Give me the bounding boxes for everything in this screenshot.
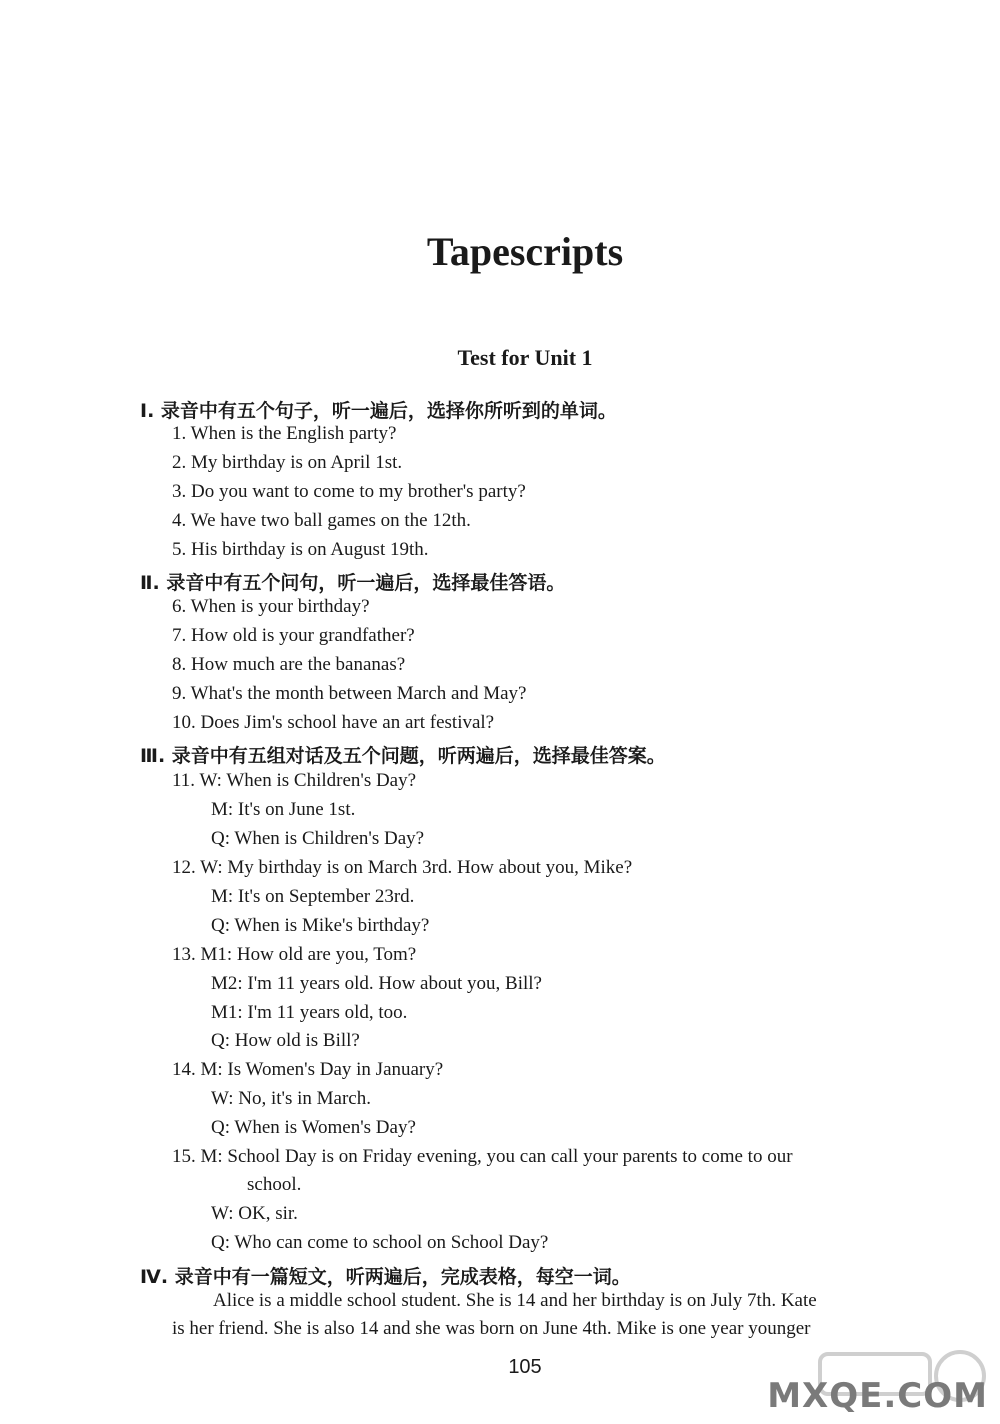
dialogue-line: M1: I'm 11 years old, too. xyxy=(211,1002,408,1023)
watermark-text: MXQE.COM xyxy=(767,1376,988,1416)
dialogue-line: 11. W: When is Children's Day? xyxy=(172,770,417,791)
section-2-line: 8. How much are the bananas? xyxy=(172,654,406,675)
unit-title: Test for Unit 1 xyxy=(457,345,593,370)
section-2-line: 7. How old is your grandfather? xyxy=(172,625,415,646)
page-number: 105 xyxy=(508,1356,542,1378)
dialogue-line: Q: When is Mike's birthday? xyxy=(211,915,430,936)
section-2-line: 9. What's the month between March and May? xyxy=(172,683,527,704)
dialogue-line: Q: When is Children's Day? xyxy=(211,828,425,849)
dialogue-line: school. xyxy=(247,1174,302,1195)
section-2-line: 10. Does Jim's school have an art festival? xyxy=(172,712,495,733)
dialogue-line: M: It's on June 1st. xyxy=(211,799,356,820)
dialogue-line: 12. W: My birthday is on March 3rd. How about you, Mike? xyxy=(172,857,633,878)
section-1-line: 2. My birthday is on April 1st. xyxy=(172,452,403,473)
page-title: Tapescripts xyxy=(426,229,624,274)
dialogue-line: 13. M1: How old are you, Tom? xyxy=(172,944,417,965)
dialogue-line: W: No, it's in March. xyxy=(211,1088,371,1109)
section-2-heading: Ⅱ. 录音中有五个问句，听一遍后，选择最佳答语。 xyxy=(140,572,566,594)
section-3-heading: Ⅲ. 录音中有五组对话及五个问题，听两遍后，选择最佳答案。 xyxy=(140,745,666,767)
section-1-line: 4. We have two ball games on the 12th. xyxy=(172,510,471,531)
dialogue-line: Q: How old is Bill? xyxy=(211,1030,360,1051)
dialogue-line: W: OK, sir. xyxy=(211,1203,298,1224)
dialogue-line: 14. M: Is Women's Day in January? xyxy=(172,1059,444,1080)
section-1-heading: Ⅰ. 录音中有五个句子，听一遍后，选择你所听到的单词。 xyxy=(140,400,617,422)
dialogue-line: 15. M: School Day is on Friday evening, you can call your parents to come to our xyxy=(172,1146,793,1167)
section-1-line: 1. When is the English party? xyxy=(172,423,397,444)
passage-line: is her friend. She is also 14 and she was born on June 4th. Mike is one year younger xyxy=(172,1318,811,1339)
section-4-heading: Ⅳ. 录音中有一篇短文，听两遍后，完成表格，每空一词。 xyxy=(140,1266,631,1288)
dialogue-line: M: It's on September 23rd. xyxy=(211,886,415,907)
section-1-line: 3. Do you want to come to my brother's party? xyxy=(172,481,526,502)
dialogue-line: Q: When is Women's Day? xyxy=(211,1117,416,1138)
passage-line: Alice is a middle school student. She is 14 and her birthday is on July 7th. Kate xyxy=(213,1290,817,1311)
section-2-line: 6. When is your birthday? xyxy=(172,596,370,617)
dialogue-line: M2: I'm 11 years old. How about you, Bill? xyxy=(211,973,542,994)
dialogue-line: Q: Who can come to school on School Day? xyxy=(211,1232,549,1253)
section-1-line: 5. His birthday is on August 19th. xyxy=(172,539,429,560)
